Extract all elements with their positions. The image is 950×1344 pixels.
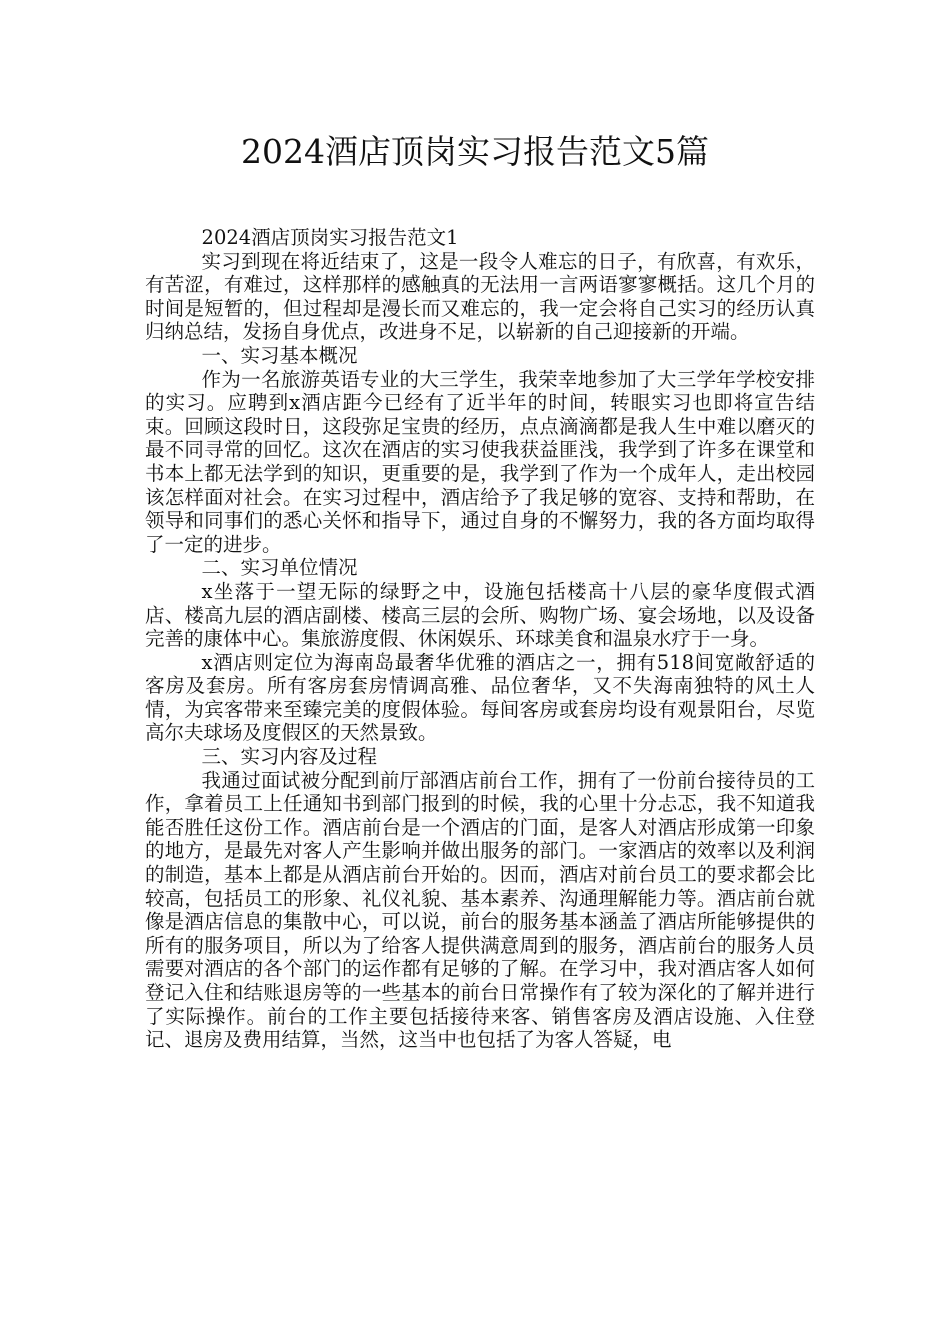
paragraph-heading-section-3: 三、实习内容及过程 bbox=[201, 745, 378, 769]
paragraph-heading-section-2: 二、实习单位情况 bbox=[201, 556, 358, 580]
document-title: 2024酒店顶岗实习报告范文5篇 bbox=[241, 132, 709, 171]
paragraph-heading-section-1: 一、实习基本概况 bbox=[201, 343, 358, 367]
paragraph-content-process: 我通过面试被分配到前厅部酒店前台工作，拥有了一份前台接待员的工作，拿着员工上任通知书到部门报到的时候，我的心里十分忐忑，我不知道我能否胜任这份工作。酒店前台是一个酒店的门面，是客人对酒店形成第一印象的地方，是最先对客人产生影响并做出服务的部门。一家酒店的效率以及利润的制造，基本上都是从酒店前台开始的。因而，酒店对前台员工的要求都会比较高，包括员工的形象、礼仪礼貌、基本素养、沟通理解能力等。酒店前台就像是酒店信息的集散中心，可以说，前台的服务基本涵盖了酒店所能够提供的所有的服务项目，所以为了给客人提供满意周到的服务，酒店前台的服务人员需要对酒店的各个部门的运作都有足够的了解。在学习中，我对酒店客人如何登记入住和结账退房等的一些基本的前台日常操作有了较为深化的了解并进行了实际操作。前台的工作主要包括接待来客、销售客房及酒店设施、入住登记、退房及费用结算，当然，这当中也包括了为客人答疑，电 bbox=[145, 768, 815, 1052]
paragraph-intro: 实习到现在将近结束了，这是一段令人难忘的日子，有欣喜，有欢乐，有苦涩，有难过，这样那样的感触真的无法用一言两语寥寥概括。这几个月的时间是短暂的，但过程却是漫长而又难忘的，我一定会将自己实习的经历认真归纳总结，发扬自身优点，改进身不足，以崭新的自己迎接新的开端。 bbox=[145, 249, 815, 344]
paragraph-unit-facilities: x坐落于一望无际的绿野之中，设施包括楼高十八层的豪华度假式酒店、楼高九层的酒店副楼、楼高三层的会所、购物广场、宴会场地，以及设备完善的康体中心。集旅游度假、休闲娱乐、环球美食和温泉水疗于一身。 bbox=[145, 579, 815, 651]
paragraph-overview: 作为一名旅游英语专业的大三学生，我荣幸地参加了大三学年学校安排的实习。应聘到x酒店距今已经有了近半年的时间，转眼实习也即将宣告结束。回顾这段时日，这段弥足宝贵的经历，点点滴滴都是我人生中难以磨灭的最不同寻常的回忆。这次在酒店的实习使我获益匪浅，我学到了许多在课堂和书本上都无法学到的知识，更重要的是，我学到了作为一个成年人，走出校园该怎样面对社会。在实习过程中，酒店给予了我足够的宽容、支持和帮助，在领导和同事们的悉心关怀和指导下，通过自身的不懈努力，我的各方面均取得了一定的进步。 bbox=[145, 367, 815, 556]
document-body bbox=[145, 226, 815, 1052]
paragraph-unit-positioning: x酒店则定位为海南岛最奢华优雅的酒店之一，拥有518间宽敞舒适的客房及套房。所有客房套房情调高雅、品位奢华，又不失海南独特的风土人情，为宾客带来至臻完美的度假体验。每间客房或套房均设有观景阳台，尽览高尔夫球场及度假区的天然景致。 bbox=[145, 650, 815, 745]
paragraph-heading-report-1: 2024酒店顶岗实习报告范文1 bbox=[201, 226, 459, 249]
